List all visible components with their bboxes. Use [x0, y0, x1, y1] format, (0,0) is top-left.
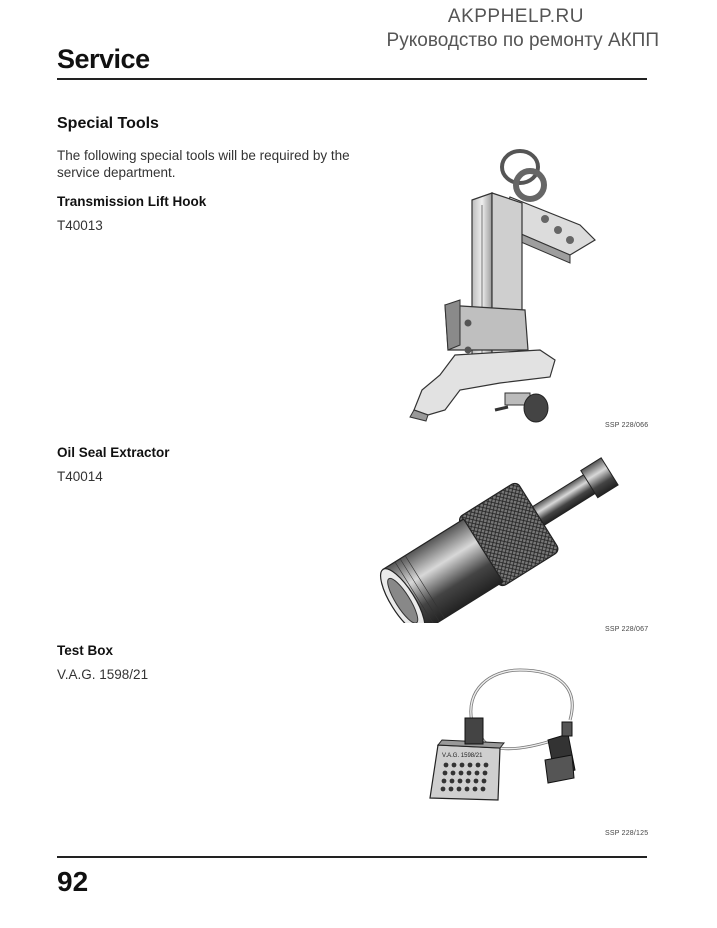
- tool-name-oil-seal-extractor: Oil Seal Extractor: [57, 445, 170, 460]
- lift-hook-illustration: [400, 145, 610, 430]
- tool-code-test-box: V.A.G. 1598/21: [57, 667, 149, 682]
- caption-lift-hook: SSP 228/066: [605, 422, 649, 429]
- intro-text: The following special tools will be required by the service department.: [57, 148, 350, 180]
- tool-name-lift-hook: Transmission Lift Hook: [57, 194, 207, 209]
- tool-name-test-box: Test Box: [57, 643, 114, 658]
- caption-oil-seal-extractor: SSP 228/067: [605, 626, 649, 633]
- page-number: 92: [57, 866, 89, 897]
- watermark-subtitle: Руководство по ремонту АКПП: [386, 30, 659, 51]
- oil-seal-extractor-illustration: [365, 448, 645, 623]
- footer-rule: [57, 856, 647, 858]
- tool-code-lift-hook: T40013: [57, 218, 103, 233]
- caption-test-box: SSP 228/125: [605, 830, 649, 837]
- header-rule: [57, 78, 647, 80]
- watermark-site: AKPPHELP.RU: [447, 6, 584, 27]
- test-box-illustration: [420, 660, 590, 810]
- section-title: Service: [57, 44, 150, 74]
- page-heading: Special Tools: [57, 115, 159, 132]
- test-box-label: V.A.G. 1598/21: [442, 753, 483, 759]
- tool-code-oil-seal-extractor: T40014: [57, 469, 103, 484]
